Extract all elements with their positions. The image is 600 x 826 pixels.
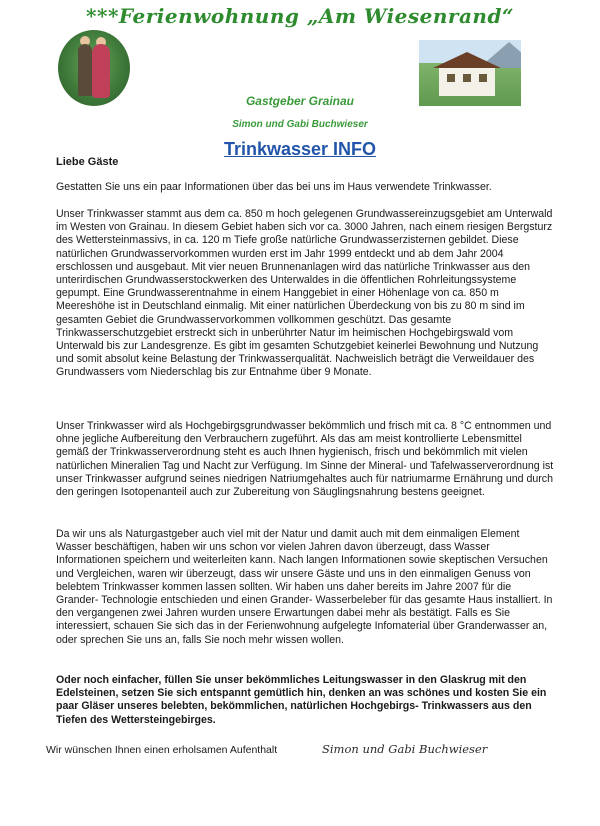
house-window bbox=[479, 74, 487, 82]
host-location: Gastgeber Grainau bbox=[245, 94, 355, 108]
house-window bbox=[463, 74, 471, 82]
house-wall bbox=[439, 68, 495, 96]
grander-paragraph: Da wir uns als Naturgastgeber auch viel mit der Natur und damit auch mit dem einmaligen Element Wasser beschäftigen, haben wir uns schon vor vielen Jahren davon überzeugt, dass Wasser Informationen speichern und weiterleiten kann. Nach langen Informationen sowie skeptischen Versuchen und Vergleichen, waren wir überzeugt, dass wir unsere Gäste und uns in den einmaligen Genuss von belebtem Trinkwasser kommen lassen sollten. Wir haben uns daher bereits im Jahre 2007 für die Grander- Technologie entschieden und einen Grander- Wasserbeleber für das gesamte Haus installiert. In den vergangenen zwei Jahren wurden unsere Erwartungen dabei mehr als bestätigt. Falls es Sie interessiert, schauen Sie sich das in der Ferienwohnung aufgelegte Infomaterial über Granderwasser an, oder sprechen Sie uns an, falls Sie noch mehr wissen wollen. bbox=[56, 528, 553, 646]
host-figure-right bbox=[92, 44, 110, 98]
origin-paragraph: Unser Trinkwasser stammt aus dem ca. 850 m hoch gelegenen Grundwassereinzugsgebiet am Unterwald im Westen von Grainau. In diesem Gebiet haben sich vor ca. 3000 Jahren, nach einem riesigen Bergsturz des Wettersteinmassivs, in ca. 120 m Tiefe große natürliche Grundwasserzisternen gebildet. Diese natürlichen Grundwasservorkommen wurden erst im Jahr 1999 entdeckt und ab dem Jahr 2004 erschlossen und ausgebaut. Mit vier neuen Brunnenanlagen wird das natürliche Trinkwasser aus den unterirdischen Grundwasserstockwerken des Unterwaldes in die öffentlichen Rohrleitungssysteme gepumpt. Eine Grundwasserentnahme in einem Hanggebiet in einer Höhenlage von ca. 850 m Meereshöhe ist in Deutschland einmalig. Mit einer natürlichen Überdeckung von bis zu 80 m sind im gesamten Gebiet die Grundwasservorkommen vollkommen geschützt. Das gesamte Trinkwasserschutzgebiet erstreckt sich in unberührter Natur im heimischen Hochgebirgswald vom Unterwald bis zur Landesgrenze. Es gibt im gesamten Schutzgebiet keinerlei Bewohnung und Nutzung und somit absolut keine Belastung der Trinkwasserqualität. Nachweislich beträgt die Verweildauer des Grundwassers vom Niederschlag bis zur Entnahme über 9 Monate. bbox=[56, 208, 553, 379]
invitation-paragraph: Oder noch einfacher, füllen Sie unser bekömmliches Leitungswasser in den Glaskrug mit den Edelsteinen, setzen Sie sich entspannt gemütlich hin, denken an was schönes und kosten Sie ein paar Gläser unseres belebten, bekömmlichen, natürlichen Hochgebirgs- Trinkwassers aus den Tiefen des Wettersteingebirges. bbox=[56, 674, 547, 726]
page-heading-text: Trinkwasser INFO bbox=[223, 139, 377, 159]
signature: Simon und Gabi Buchwieser bbox=[322, 742, 488, 756]
document-title: ***Ferienwohnung „Am Wiesenrand“ bbox=[86, 4, 514, 28]
closing-line: Wir wünschen Ihnen einen erholsamen Aufenthalt bbox=[46, 744, 278, 756]
house-window bbox=[447, 74, 455, 82]
host-figure-left bbox=[78, 44, 92, 96]
quality-paragraph: Unser Trinkwasser wird als Hochgebirgsgrundwasser bekömmlich und frisch mit ca. 8 °C entnommen und ohne jegliche Aufbereitung den Verbrauchern zugeführt. Als das am meist kontrollierte Lebensmittel gemäß der Trinkwasserverordnung steht es auch Ihnen hygienisch, frisch und bekömmlich mit vielen natürlichen Mineralien Tag und Nacht zur Verfügung. Im Sinne der Mineral- und Tafelwasserverordnung ist unser Trinkwasser aufgrund seines niedrigen Natriumgehaltes auch für natriumarme Ernährung und durch den geringen Isotopenanteil auch zur Zubereitung von Säuglingsnahrung bestens geeignet. bbox=[56, 420, 554, 499]
house-roof bbox=[433, 52, 501, 68]
intro-paragraph: Gestatten Sie uns ein paar Informationen über das bei uns im Haus verwendete Trinkwasser. bbox=[56, 181, 492, 193]
host-names: Simon und Gabi Buchwieser bbox=[232, 119, 368, 130]
greeting: Liebe Gäste bbox=[56, 156, 119, 168]
